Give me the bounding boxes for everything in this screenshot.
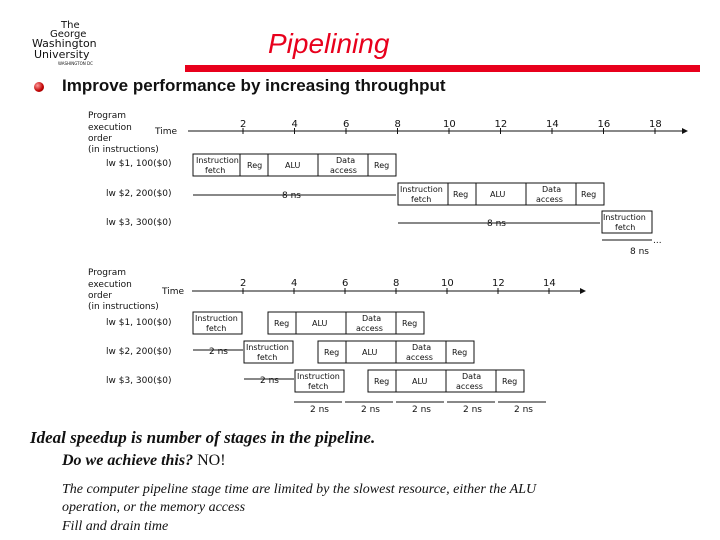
top-r3-if-1: Instruction bbox=[603, 213, 646, 222]
bot-exec-label-2: execution bbox=[88, 280, 132, 290]
top-r1-if-2: fetch bbox=[205, 166, 226, 175]
top-exec-label-1: Program bbox=[88, 111, 126, 121]
page-title: Pipelining bbox=[268, 28, 390, 59]
top-r1-wb: Reg bbox=[374, 161, 390, 170]
logo-line-3: Washington bbox=[32, 37, 97, 50]
bot-r3-mem-2: access bbox=[456, 382, 483, 391]
bot-exec-label-4: (in instructions) bbox=[88, 302, 159, 312]
bot-r2-wb: Reg bbox=[452, 348, 468, 357]
top-r1-span-label: 8 ns bbox=[282, 191, 301, 201]
top-tick-label-10: 10 bbox=[443, 119, 456, 130]
bot-r1-if-2: fetch bbox=[206, 324, 227, 333]
top-r2-reg: Reg bbox=[453, 190, 469, 199]
bot-r2-offset-label: 2 ns bbox=[209, 347, 228, 357]
bot-r1-mem-2: access bbox=[356, 324, 383, 333]
top-tick-label-8: 8 bbox=[394, 119, 401, 130]
top-ellipsis: ... bbox=[653, 236, 662, 246]
top-r2-mem-1: Data bbox=[542, 185, 562, 194]
bot-r2-mem-2: access bbox=[406, 353, 433, 362]
top-r1-mem-2: access bbox=[330, 166, 357, 175]
logo-line-5: WASHINGTON DC bbox=[58, 61, 93, 66]
bot-r1-mem-1: Data bbox=[362, 314, 382, 323]
bot-tick-label-2: 2 bbox=[240, 278, 247, 289]
bot-r3-if-1: Instruction bbox=[297, 372, 340, 381]
bot-r1-reg: Reg bbox=[274, 319, 290, 328]
top-tick-label-16: 16 bbox=[597, 119, 611, 130]
achieve-line bbox=[62, 452, 226, 470]
achieve-answer: NO! bbox=[197, 452, 226, 469]
top-exec-label-3: order bbox=[88, 134, 112, 144]
top-tick-label-12: 12 bbox=[494, 119, 508, 130]
top-time-label: Time bbox=[155, 127, 178, 137]
top-r2-if-2: fetch bbox=[411, 195, 432, 204]
bot-exec-label-3: order bbox=[88, 291, 112, 301]
fill-drain-text: Fill and drain time bbox=[62, 519, 169, 534]
bot-time-label: Time bbox=[162, 287, 185, 297]
top-row-2-label: lw $2, 200($0) bbox=[106, 189, 172, 199]
limited-text-1: The computer pipeline stage time are limited by the slowest resource, either the ALU bbox=[62, 482, 537, 497]
bot-r3-wb: Reg bbox=[502, 377, 518, 386]
top-row-3-label: lw $3, 300($0) bbox=[106, 218, 172, 228]
bot-r3-if-2: fetch bbox=[308, 382, 329, 391]
top-r3-if-2: fetch bbox=[615, 223, 636, 232]
top-r2-if-1: Instruction bbox=[400, 185, 443, 194]
top-r2-mem-2: access bbox=[536, 195, 563, 204]
logo-line-1: The bbox=[61, 20, 80, 31]
bot-stage-span-label: 2 ns bbox=[463, 405, 482, 415]
top-r2-wb: Reg bbox=[581, 190, 597, 199]
bullet-text: Improve performance by increasing throughput bbox=[62, 76, 446, 95]
bot-r3-reg: Reg bbox=[374, 377, 390, 386]
bot-stage-span-label: 2 ns bbox=[514, 405, 533, 415]
top-r1-if-1: Instruction bbox=[196, 156, 239, 165]
bottom-diagram bbox=[88, 268, 586, 415]
top-tick-label-6: 6 bbox=[343, 119, 350, 130]
bot-tick-label-4: 4 bbox=[291, 278, 298, 289]
bot-tick-label-12: 12 bbox=[492, 278, 505, 289]
bot-exec-label-1: Program bbox=[88, 268, 126, 278]
bot-r3-mem-1: Data bbox=[462, 372, 482, 381]
top-r1-alu: ALU bbox=[285, 161, 301, 170]
speedup-text: Ideal speedup is number of stages in the pipeline. bbox=[30, 428, 376, 447]
bot-tick-label-14: 14 bbox=[543, 278, 556, 289]
top-time-axis-arrow bbox=[682, 128, 688, 134]
top-r1-mem-1: Data bbox=[336, 156, 356, 165]
achieve-question: Do we achieve this? bbox=[62, 452, 194, 469]
bot-tick-label-10: 10 bbox=[441, 278, 454, 289]
bot-r3-alu: ALU bbox=[412, 377, 428, 386]
top-exec-label-4: (in instructions) bbox=[88, 145, 159, 155]
bot-row-3-label: lw $3, 300($0) bbox=[106, 376, 172, 386]
bot-r2-if-2: fetch bbox=[257, 353, 278, 362]
bot-r1-if-1: Instruction bbox=[195, 314, 238, 323]
top-diagram bbox=[88, 111, 688, 257]
top-r1-reg: Reg bbox=[247, 161, 263, 170]
logo-line-4: University bbox=[34, 48, 90, 61]
bot-r2-reg: Reg bbox=[324, 348, 340, 357]
top-r2-alu: ALU bbox=[490, 190, 506, 199]
bot-row-1-label: lw $1, 100($0) bbox=[106, 318, 172, 328]
bot-stage-span-label: 2 ns bbox=[412, 405, 431, 415]
bot-r2-if-1: Instruction bbox=[246, 343, 289, 352]
bot-stage-span-label: 2 ns bbox=[361, 405, 380, 415]
limited-text-2: operation, or the memory access bbox=[62, 500, 246, 515]
bot-r2-mem-1: Data bbox=[412, 343, 432, 352]
bot-r1-wb: Reg bbox=[402, 319, 418, 328]
bot-row-2-label: lw $2, 200($0) bbox=[106, 347, 172, 357]
bot-r1-alu: ALU bbox=[312, 319, 328, 328]
top-tick-label-14: 14 bbox=[546, 119, 559, 130]
bot-tick-label-8: 8 bbox=[393, 278, 400, 289]
top-row-1-label: lw $1, 100($0) bbox=[106, 159, 172, 169]
bot-time-axis-arrow bbox=[580, 288, 586, 294]
bot-r3-offset-label: 2 ns bbox=[260, 376, 279, 386]
top-r3-span-label: 8 ns bbox=[630, 247, 649, 257]
top-r2-span-label: 8 ns bbox=[487, 219, 506, 229]
bot-stage-span-label: 2 ns bbox=[310, 405, 329, 415]
bot-tick-label-6: 6 bbox=[342, 278, 349, 289]
top-tick-label-4: 4 bbox=[291, 119, 298, 130]
top-tick-label-2: 2 bbox=[240, 119, 247, 130]
top-tick-label-18: 18 bbox=[649, 119, 662, 130]
top-exec-label-2: execution bbox=[88, 123, 132, 133]
bot-r2-alu: ALU bbox=[362, 348, 378, 357]
logo-line-2: George bbox=[50, 29, 87, 40]
